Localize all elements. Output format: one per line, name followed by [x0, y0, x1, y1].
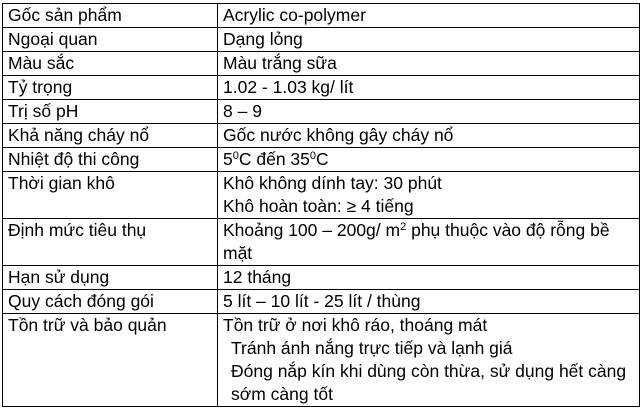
temp-end: C [316, 149, 329, 169]
value-line: Tồn trữ ở nơi khô ráo, thoáng mát [223, 315, 488, 335]
table-row [3, 28, 640, 52]
row-label: Tồn trữ và bảo quản [3, 314, 218, 407]
table-row [3, 4, 640, 28]
row-value [218, 172, 640, 219]
row-label: Quy cách đóng gói [3, 290, 218, 314]
table-row [3, 52, 640, 76]
table-row [3, 172, 640, 219]
row-value: 12 tháng [218, 266, 640, 290]
row-label: Khả năng cháy nổ [3, 124, 218, 148]
row-value: Gốc nước không gây cháy nổ [218, 124, 640, 148]
consumption-text: Khoảng 100 – 200g/ m [223, 220, 401, 240]
row-value [218, 148, 640, 172]
row-value: 5 lít – 10 lít - 25 lít / thùng [218, 290, 640, 314]
temp-separator: C đến 35 [238, 149, 310, 169]
row-value: 8 – 9 [218, 100, 640, 124]
table-row [3, 76, 640, 100]
table-row [3, 314, 640, 407]
row-value [218, 219, 640, 266]
row-label: Màu sắc [3, 52, 218, 76]
temp-from: 5 [223, 149, 233, 169]
row-value: Dạng lỏng [218, 28, 640, 52]
value-line: Khô không dính tay: 30 phút [223, 173, 442, 193]
row-value: Màu trắng sữa [218, 52, 640, 76]
table-row [3, 124, 640, 148]
degree-superscript: 0 [309, 150, 317, 162]
row-value [218, 314, 640, 407]
consumption-text-rest: phụ thuộc vào độ rỗng bề mặt [223, 220, 610, 263]
table-row [3, 219, 640, 266]
row-label: Trị số pH [3, 100, 218, 124]
row-label: Thời gian khô [3, 172, 218, 219]
row-label: Nhiệt độ thi công [3, 148, 218, 172]
degree-superscript: 0 [232, 150, 239, 162]
value-line: Khô hoàn toàn: ≥ 4 tiếng [223, 196, 414, 216]
table-row [3, 148, 640, 172]
product-spec-table [2, 3, 640, 407]
row-value: Acrylic co-polymer [218, 4, 640, 28]
table-row [3, 290, 640, 314]
table-row [3, 100, 640, 124]
row-label: Gốc sản phẩm [3, 4, 218, 28]
row-value: 1.02 - 1.03 kg/ lít [218, 76, 640, 100]
row-label: Định mức tiêu thụ [3, 219, 218, 266]
row-label: Hạn sử dụng [3, 266, 218, 290]
squared-superscript: 2 [400, 221, 407, 233]
row-label: Ngoại quan [3, 28, 218, 52]
table-row [3, 266, 640, 290]
value-line: Tránh ánh nắng trực tiếp và lạnh giá [231, 338, 513, 358]
value-line: Đóng nắp kín khi dùng còn thừa, sử dụng hết càng sớm càng tốt [231, 361, 627, 404]
row-label: Tỷ trọng [3, 76, 218, 100]
